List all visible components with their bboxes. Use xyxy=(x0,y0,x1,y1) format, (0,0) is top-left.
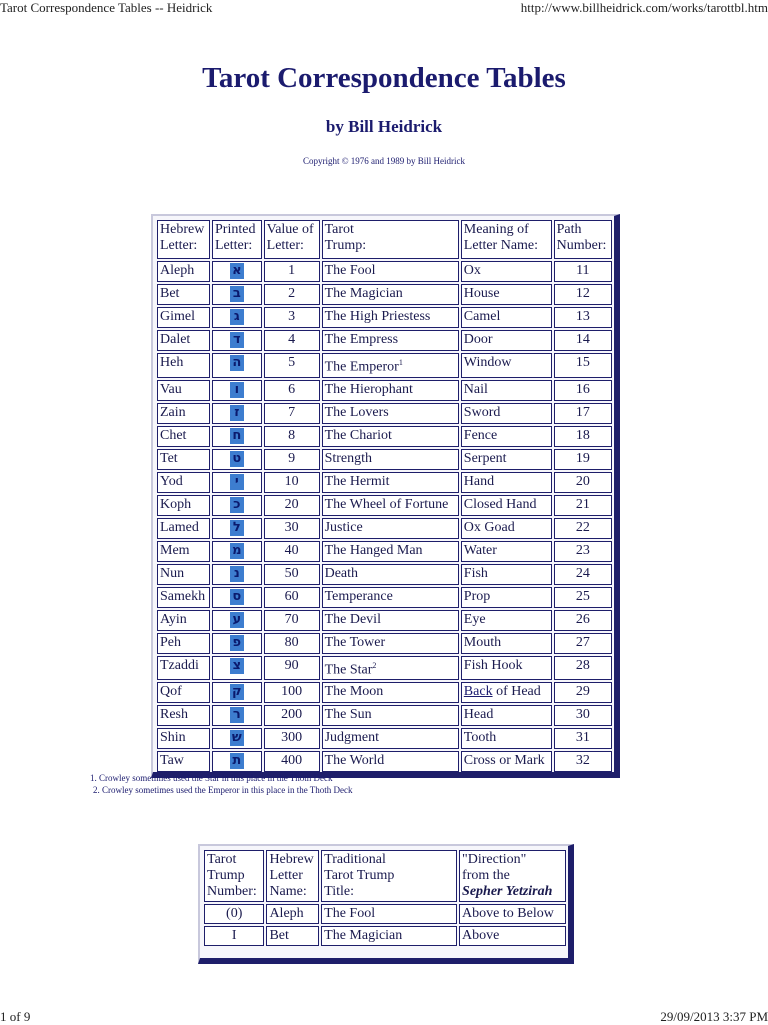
page-author: by Bill Heidrick xyxy=(325,117,443,136)
letter-value-cell: 30 xyxy=(264,518,320,539)
footnote-2: 2. Crowley sometimes used the Emperor in this place in the Thoth Deck xyxy=(93,785,353,795)
header-line: Meaning of xyxy=(463,222,529,237)
hebrew-letter-glyph: ע xyxy=(230,612,244,628)
letter-meaning-cell: Tooth xyxy=(461,728,552,749)
table-row xyxy=(157,353,612,378)
path-number-cell: 15 xyxy=(554,353,612,378)
header-line: Trump xyxy=(207,868,245,883)
tarot-trump-cell: The Hanged Man xyxy=(322,541,459,562)
letter-value-cell: 300 xyxy=(264,728,320,749)
meaning-link[interactable]: Back xyxy=(463,684,493,700)
letter-meaning-cell: Water xyxy=(461,541,552,562)
direction-cell: Above to Below xyxy=(459,904,566,924)
column-header xyxy=(459,850,566,902)
table-row xyxy=(157,633,612,654)
letter-name-cell: Vau xyxy=(157,380,210,401)
printed-letter-cell xyxy=(212,610,262,631)
table-row xyxy=(157,472,612,493)
table-row xyxy=(157,518,612,539)
printed-letter-cell xyxy=(212,495,262,516)
hebrew-letter-glyph: ת xyxy=(230,753,244,769)
letter-name-cell: Dalet xyxy=(157,330,210,351)
letter-meaning-cell: Window xyxy=(461,353,552,378)
letter-meaning-cell: Hand xyxy=(461,472,552,493)
printed-letter-cell xyxy=(212,426,262,447)
header-line: Letter: xyxy=(215,238,253,253)
hebrew-letter-glyph: ס xyxy=(230,589,244,605)
browser-header-url: http://www.billheidrick.com/works/tarottbl.htm xyxy=(520,0,768,15)
table-row xyxy=(157,449,612,470)
printed-letter-cell xyxy=(212,284,262,305)
hebrew-letter-glyph: ד xyxy=(230,332,244,348)
printed-letter-cell xyxy=(212,307,262,328)
column-header xyxy=(322,220,459,259)
trump-number-cell: I xyxy=(204,926,264,946)
tarot-trump-cell: The Fool xyxy=(322,261,459,282)
hebrew-letter-glyph: ש xyxy=(230,730,244,746)
path-number-cell: 12 xyxy=(554,284,612,305)
table-header-row xyxy=(157,220,612,259)
header-line: Trump: xyxy=(324,238,367,253)
footnote-marker: 2 xyxy=(372,660,377,670)
letter-value-cell: 80 xyxy=(264,633,320,654)
letter-name-cell: Gimel xyxy=(157,307,210,328)
letter-name-cell: Samekh xyxy=(157,587,210,608)
browser-header-title: Tarot Correspondence Tables -- Heidrick xyxy=(0,0,213,15)
hebrew-letter-glyph: פ xyxy=(230,635,244,651)
letter-meaning-cell: Ox xyxy=(461,261,552,282)
letter-name-cell: Bet xyxy=(157,284,210,305)
correspondence-table-frame xyxy=(151,214,620,778)
tarot-trump-cell: The World xyxy=(322,751,459,772)
path-number-cell: 18 xyxy=(554,426,612,447)
hebrew-letter-glyph: ב xyxy=(230,286,244,302)
letter-value-cell: 2 xyxy=(264,284,320,305)
tarot-trump-cell: The Star$^2$ xyxy=(322,656,459,681)
table-row xyxy=(157,587,612,608)
path-number-cell: 23 xyxy=(554,541,612,562)
table-row xyxy=(157,380,612,401)
header-line: Number: xyxy=(207,884,257,899)
printed-letter-cell xyxy=(212,564,262,585)
printed-letter-cell xyxy=(212,330,262,351)
path-number-cell: 32 xyxy=(554,751,612,772)
direction-cell: Above xyxy=(459,926,566,946)
header-line: Sepher Yetzirah xyxy=(462,884,553,899)
table-row xyxy=(157,261,612,282)
letter-meaning-cell: Fish xyxy=(461,564,552,585)
tarot-trump-cell: The Hermit xyxy=(322,472,459,493)
letter-value-cell: 5 xyxy=(264,353,320,378)
letter-name-cell: Taw xyxy=(157,751,210,772)
path-number-cell: 11 xyxy=(554,261,612,282)
header-line: Path xyxy=(556,222,582,237)
letter-meaning-cell: Nail xyxy=(461,380,552,401)
header-line: Hebrew xyxy=(160,222,205,237)
letter-name-cell: Tet xyxy=(157,449,210,470)
letter-meaning-cell: Door xyxy=(461,330,552,351)
tarot-trump-cell: The Emperor$^1$ xyxy=(322,353,459,378)
trump-number-cell: (0) xyxy=(204,904,264,924)
letter-name-cell: Ayin xyxy=(157,610,210,631)
header-line: from the xyxy=(462,868,510,883)
letter-value-cell: 20 xyxy=(264,495,320,516)
tarot-trump-cell: The Empress xyxy=(322,330,459,351)
printed-letter-cell xyxy=(212,751,262,772)
letter-name-cell: Tzaddi xyxy=(157,656,210,681)
letter-name-cell: Shin xyxy=(157,728,210,749)
printed-letter-cell xyxy=(212,633,262,654)
column-header xyxy=(554,220,612,259)
path-number-cell: 17 xyxy=(554,403,612,424)
footnote-1: 1. Crowley sometimes used the Star in this place in the Thoth Deck xyxy=(90,773,333,783)
letter-value-cell: 6 xyxy=(264,380,320,401)
trump-title-cell: The Magician xyxy=(321,926,457,946)
printed-letter-cell xyxy=(212,472,262,493)
hebrew-letter-glyph: נ xyxy=(230,566,244,582)
letter-name-cell: Resh xyxy=(157,705,210,726)
hebrew-letter-glyph: ח xyxy=(230,428,244,444)
letter-meaning-cell: Closed Hand xyxy=(461,495,552,516)
copyright-notice: Copyright © 1976 and 1989 by Bill Heidrick xyxy=(302,156,466,166)
page-title: Tarot Correspondence Tables xyxy=(202,62,566,94)
table-row xyxy=(157,751,612,772)
letter-value-cell: 60 xyxy=(264,587,320,608)
column-header xyxy=(264,220,320,259)
column-header xyxy=(157,220,210,259)
hebrew-letter-glyph: ל xyxy=(230,520,244,536)
browser-footer-datetime: 29/09/2013 3:37 PM xyxy=(660,1009,768,1024)
path-number-cell: 31 xyxy=(554,728,612,749)
letter-value-cell: 9 xyxy=(264,449,320,470)
tarot-trump-cell: Strength xyxy=(322,449,459,470)
table-row xyxy=(157,705,612,726)
column-header xyxy=(212,220,262,259)
tarot-trump-cell: The Lovers xyxy=(322,403,459,424)
letter-value-cell: 50 xyxy=(264,564,320,585)
hebrew-letter-glyph: מ xyxy=(230,543,244,559)
printed-letter-cell xyxy=(212,380,262,401)
letter-name-cell: Nun xyxy=(157,564,210,585)
letter-value-cell: 8 xyxy=(264,426,320,447)
letter-meaning-cell: Head xyxy=(461,705,552,726)
letter-name-cell: Aleph xyxy=(157,261,210,282)
table-row xyxy=(157,610,612,631)
letter-meaning-cell: Cross or Mark xyxy=(461,751,552,772)
letter-meaning-cell: Back of Head xyxy=(461,682,552,703)
hebrew-letter-glyph: כ xyxy=(230,497,244,513)
header-line: Letter Name: xyxy=(463,238,539,253)
footnotes xyxy=(90,772,353,796)
letter-name-cell: Qof xyxy=(157,682,210,703)
hebrew-letter-glyph: ט xyxy=(230,451,244,467)
tarot-trump-cell: The Chariot xyxy=(322,426,459,447)
letter-value-cell: 70 xyxy=(264,610,320,631)
path-number-cell: 14 xyxy=(554,330,612,351)
table-row xyxy=(157,284,612,305)
letter-meaning-cell: Fish Hook xyxy=(461,656,552,681)
printed-letter-cell xyxy=(212,587,262,608)
table-row xyxy=(157,330,612,351)
hebrew-letter-glyph: ו xyxy=(230,382,244,398)
hebrew-letter-glyph: ק xyxy=(230,684,244,700)
hebrew-letter-glyph: ה xyxy=(230,355,244,371)
tarot-trump-cell: Judgment xyxy=(322,728,459,749)
path-number-cell: 28 xyxy=(554,656,612,681)
header-line: Value of xyxy=(266,222,314,237)
letter-meaning-cell: Fence xyxy=(461,426,552,447)
letter-value-cell: 10 xyxy=(264,472,320,493)
letter-name-cell: Peh xyxy=(157,633,210,654)
table-row xyxy=(157,426,612,447)
letter-meaning-cell: Ox Goad xyxy=(461,518,552,539)
column-header xyxy=(321,850,457,902)
path-number-cell: 25 xyxy=(554,587,612,608)
table-row xyxy=(157,564,612,585)
printed-letter-cell xyxy=(212,728,262,749)
footnote-marker: 1 xyxy=(398,358,403,367)
letter-name-cell: Lamed xyxy=(157,518,210,539)
tarot-trump-cell: The Hierophant xyxy=(322,380,459,401)
letter-value-cell: 7 xyxy=(264,403,320,424)
letter-value-cell: 90 xyxy=(264,656,320,681)
hebrew-letter-name-cell: Bet xyxy=(266,926,319,946)
table-header-row xyxy=(204,850,566,902)
tarot-trump-cell: Justice xyxy=(322,518,459,539)
path-number-cell: 22 xyxy=(554,518,612,539)
letter-value-cell: 4 xyxy=(264,330,320,351)
header-line: Letter: xyxy=(160,238,198,253)
letter-value-cell: 40 xyxy=(264,541,320,562)
letter-meaning-cell: Serpent xyxy=(461,449,552,470)
tarot-trump-cell: The Moon xyxy=(322,682,459,703)
header-line: Hebrew xyxy=(269,852,314,867)
correspondence-table xyxy=(155,218,614,774)
column-header xyxy=(266,850,319,902)
column-header xyxy=(461,220,552,259)
hebrew-letter-name-cell: Aleph xyxy=(266,904,319,924)
hebrew-letter-glyph: י xyxy=(230,474,244,490)
table-row xyxy=(157,656,612,681)
header-line: Number: xyxy=(556,238,607,253)
header-line: Title: xyxy=(324,884,354,899)
header-line: Traditional xyxy=(324,852,386,867)
path-number-cell: 19 xyxy=(554,449,612,470)
printed-letter-cell xyxy=(212,449,262,470)
printed-letter-cell xyxy=(212,541,262,562)
hebrew-letter-glyph: א xyxy=(230,263,244,279)
printed-letter-cell xyxy=(212,705,262,726)
letter-name-cell: Mem xyxy=(157,541,210,562)
tarot-trump-cell: The Sun xyxy=(322,705,459,726)
trump-title-cell: The Fool xyxy=(321,904,457,924)
trump-direction-table xyxy=(202,848,568,948)
path-number-cell: 13 xyxy=(554,307,612,328)
header-line: Tarot xyxy=(324,222,354,237)
letter-meaning-cell: Mouth xyxy=(461,633,552,654)
letter-value-cell: 3 xyxy=(264,307,320,328)
letter-name-cell: Koph xyxy=(157,495,210,516)
column-header xyxy=(204,850,264,902)
header-line: Name: xyxy=(269,884,307,899)
tarot-trump-cell: Death xyxy=(322,564,459,585)
header-line: Letter xyxy=(269,868,303,883)
letter-name-cell: Yod xyxy=(157,472,210,493)
path-number-cell: 29 xyxy=(554,682,612,703)
hebrew-letter-glyph: צ xyxy=(230,658,244,674)
hebrew-letter-glyph: ר xyxy=(230,707,244,723)
letter-meaning-cell: House xyxy=(461,284,552,305)
browser-footer-page: 1 of 9 xyxy=(0,1009,31,1024)
path-number-cell: 21 xyxy=(554,495,612,516)
letter-name-cell: Chet xyxy=(157,426,210,447)
path-number-cell: 20 xyxy=(554,472,612,493)
letter-value-cell: 100 xyxy=(264,682,320,703)
letter-meaning-cell: Camel xyxy=(461,307,552,328)
table-row xyxy=(157,541,612,562)
header-line: Tarot Trump xyxy=(324,868,395,883)
table-row xyxy=(157,403,612,424)
letter-name-cell: Heh xyxy=(157,353,210,378)
printed-letter-cell xyxy=(212,353,262,378)
tarot-trump-cell: The Magician xyxy=(322,284,459,305)
printed-letter-cell xyxy=(212,261,262,282)
table-row xyxy=(204,904,566,924)
printed-letter-cell xyxy=(212,682,262,703)
tarot-trump-cell: The Tower xyxy=(322,633,459,654)
trump-direction-table-frame xyxy=(198,844,574,964)
table-row xyxy=(204,926,566,946)
letter-meaning-cell: Prop xyxy=(461,587,552,608)
tarot-trump-cell: The Devil xyxy=(322,610,459,631)
hebrew-letter-glyph: ג xyxy=(230,309,244,325)
letter-name-cell: Zain xyxy=(157,403,210,424)
printed-letter-cell xyxy=(212,656,262,681)
table-row xyxy=(157,495,612,516)
tarot-trump-cell: The Wheel of Fortune xyxy=(322,495,459,516)
letter-value-cell: 200 xyxy=(264,705,320,726)
table-row xyxy=(157,307,612,328)
tarot-trump-cell: The High Priestess xyxy=(322,307,459,328)
printed-letter-cell xyxy=(212,518,262,539)
header-line: Printed xyxy=(215,222,256,237)
letter-value-cell: 400 xyxy=(264,751,320,772)
letter-value-cell: 1 xyxy=(264,261,320,282)
table-row xyxy=(157,728,612,749)
path-number-cell: 30 xyxy=(554,705,612,726)
letter-meaning-cell: Eye xyxy=(461,610,552,631)
printed-letter-cell xyxy=(212,403,262,424)
tarot-trump-cell: Temperance xyxy=(322,587,459,608)
hebrew-letter-glyph: ז xyxy=(230,405,244,421)
path-number-cell: 16 xyxy=(554,380,612,401)
header-line: "Direction" xyxy=(462,852,527,867)
header-line: Letter: xyxy=(266,238,304,253)
path-number-cell: 24 xyxy=(554,564,612,585)
letter-meaning-cell: Sword xyxy=(461,403,552,424)
header-line: Tarot xyxy=(207,852,237,867)
path-number-cell: 27 xyxy=(554,633,612,654)
table-row xyxy=(157,682,612,703)
path-number-cell: 26 xyxy=(554,610,612,631)
